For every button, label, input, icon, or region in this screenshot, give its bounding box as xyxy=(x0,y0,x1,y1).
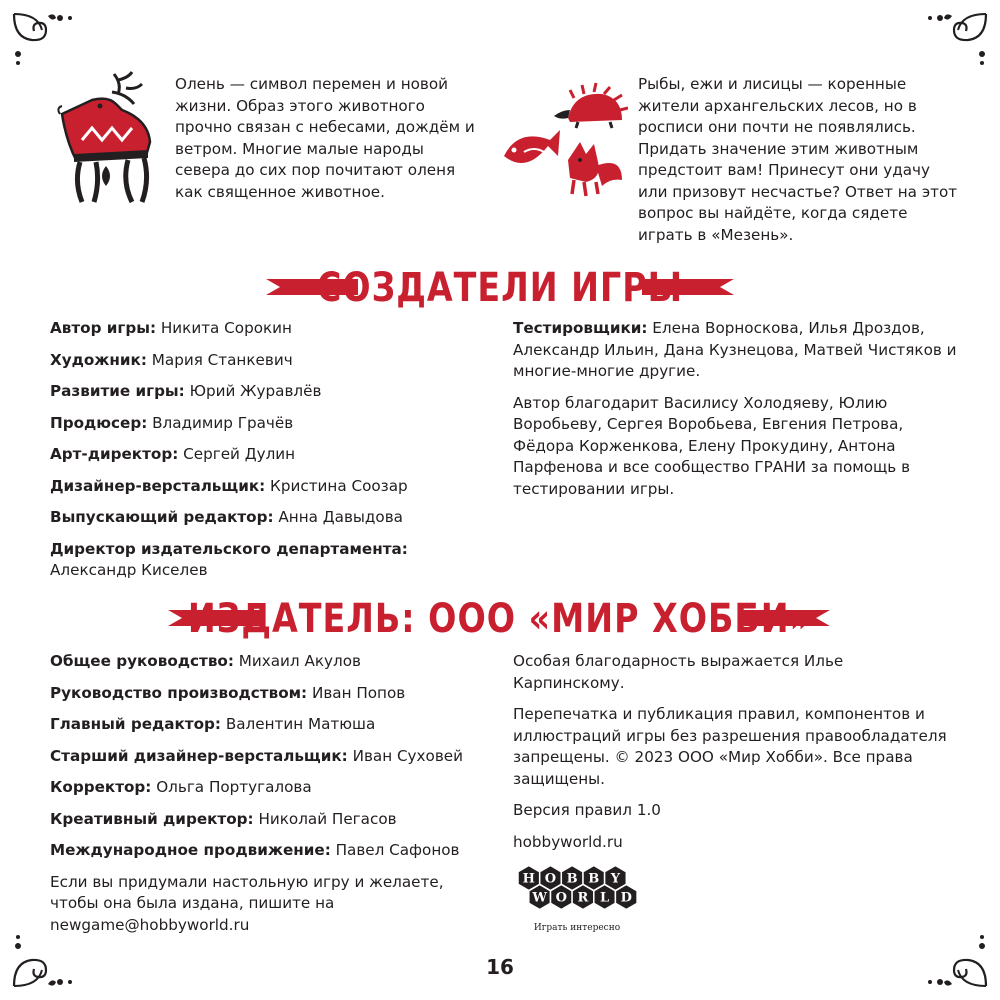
credit-item xyxy=(50,683,470,705)
credit-role: Директор издательского департамента: xyxy=(50,539,408,558)
thanks-paragraph: Автор благодарит Василису Холодяеву, Юлию Воробьеву, Сергея Воробьева, Евгения Петрова, Фёдора Корженкова, Елену Прокудину, Антона Парфенова и все сообщество ГРАНИ за помощь в тестировании игры. xyxy=(513,393,911,498)
credit-item xyxy=(50,809,470,831)
deer-description-text: Олень — символ перемен и новой жизни. Образ этого животного прочно связан с небесами, дождём и ветром. Многие малые народы севера до сих пор почитают оленя как священное животное. xyxy=(175,75,475,201)
website-link[interactable]: hobbyworld.ru xyxy=(513,832,623,851)
credit-role: Продюсер: xyxy=(50,413,148,432)
credit-name: Павел Сафонов xyxy=(330,841,460,859)
credit-name: Никита Сорокин xyxy=(156,319,292,337)
corner-ornament-icon xyxy=(922,8,992,68)
credit-item xyxy=(50,350,470,372)
credit-role: Креативный директор: xyxy=(50,809,254,828)
credit-name: Ольга Португалова xyxy=(151,778,312,796)
credit-item xyxy=(50,840,470,862)
credit-role: Корректор: xyxy=(50,778,152,796)
credit-role: Главный редактор: xyxy=(50,715,221,733)
credit-item xyxy=(50,318,470,340)
testers-paragraph xyxy=(513,318,958,383)
credit-name: Николай Пегасов xyxy=(253,809,397,828)
creators-roles-list xyxy=(50,318,470,592)
credit-name: Кристина Соозар xyxy=(265,476,408,495)
credit-item xyxy=(50,746,470,768)
credit-role: Общее руководство: xyxy=(50,652,234,670)
credit-name: Александр Киселев xyxy=(50,561,208,579)
copyright-notice: Перепечатка и публикация правил, компонентов и иллюстраций игры без разрешения правообладателя запрещены. © 2023 ООО «Мир Хобби». Все права защищены. xyxy=(513,705,947,788)
credit-name: Михаил Акулов xyxy=(233,652,361,670)
credit-item xyxy=(50,444,470,466)
publisher-heading-banner xyxy=(0,597,1000,641)
credit-name: Иван Суховей xyxy=(347,746,463,765)
fauna-description-text: Рыбы, ежи и лисицы — коренные жители архангельских лесов, но в росписи они почти не появлялись. Придать значение этим животным предстоит вам! Принесут они удачу или призовут несчастье? Ответ на этот вопрос вы найдёте, когда сядете играть в «Мезень». xyxy=(638,75,958,244)
credit-name: Мария Станкевич xyxy=(146,350,293,369)
fauna-illustration xyxy=(498,82,628,200)
logo-letter: D xyxy=(620,890,632,906)
credit-item xyxy=(50,539,470,582)
testers-label: Тестировщики: xyxy=(513,319,648,337)
submit-game-note: Если вы придумали настольную игру и желаете, чтобы она была издана, пишите на newgame@hobbyworld.ru xyxy=(50,872,444,934)
creators-heading: СОЗДАТЕЛИ ИГРЫ xyxy=(316,264,684,311)
credit-role: Художник: xyxy=(50,350,147,369)
credit-name: Сергей Дулин xyxy=(178,445,296,463)
testers-names: Елена Ворноскова, Илья Дроздов, Александр Ильин, Дана Кузнецова, Матвей Чистяков и многие-многие другие. xyxy=(513,319,957,380)
credit-item xyxy=(50,714,470,736)
fish-icon xyxy=(504,130,560,163)
credit-name: Владимир Грачёв xyxy=(147,413,294,432)
credit-role: Развитие игры: xyxy=(50,382,185,400)
credit-role: Автор игры: xyxy=(50,319,157,337)
logo-letter: O xyxy=(544,871,557,887)
deer-illustration xyxy=(52,70,170,210)
fauna-description xyxy=(638,74,958,246)
hobby-world-logo xyxy=(510,864,645,934)
credit-role: Старший дизайнер-верстальщик: xyxy=(50,746,348,765)
page-number: 16 xyxy=(486,955,514,979)
special-thanks: Особая благодарность выражается Илье Карпинскому. xyxy=(513,652,844,692)
publisher-notes xyxy=(513,651,958,863)
credit-name: Иван Попов xyxy=(307,683,406,702)
logo-letter: W xyxy=(532,890,547,906)
logo-letter: O xyxy=(555,890,567,906)
credit-item xyxy=(50,476,470,498)
credit-item xyxy=(50,413,470,435)
credit-item xyxy=(50,507,470,529)
publisher-heading: ИЗДАТЕЛЬ: ООО «МИР ХОББИ» xyxy=(187,595,813,642)
credit-item xyxy=(50,777,470,799)
creators-testers xyxy=(513,318,958,510)
fox-icon xyxy=(568,142,622,196)
deer-description xyxy=(175,74,475,203)
credit-role: Международное продвижение: xyxy=(50,841,331,859)
credit-role: Руководство производством: xyxy=(50,683,308,702)
logo-letter: L xyxy=(600,890,610,906)
credit-name: Валентин Матюша xyxy=(221,715,376,733)
credit-item xyxy=(50,651,470,673)
creators-heading-banner xyxy=(0,266,1000,310)
logo-letter: R xyxy=(577,890,589,906)
credit-name: Анна Давыдова xyxy=(273,508,403,526)
logo-tagline: Играть интересно xyxy=(533,923,621,933)
credit-name: Юрий Журавлёв xyxy=(184,382,322,400)
corner-ornament-icon xyxy=(8,8,78,68)
logo-letter: Y xyxy=(610,871,621,887)
logo-letter: B xyxy=(588,871,600,887)
credit-role: Дизайнер-верстальщик: xyxy=(50,476,266,495)
credit-role: Арт-директор: xyxy=(50,445,179,463)
credit-role: Выпускающий редактор: xyxy=(50,508,274,526)
logo-letter: H xyxy=(522,871,535,887)
hedgehog-icon xyxy=(554,83,628,128)
credit-item xyxy=(50,381,470,403)
publisher-roles-list xyxy=(50,651,470,946)
logo-letter: B xyxy=(566,871,578,887)
rules-version: Версия правил 1.0 xyxy=(513,801,661,819)
